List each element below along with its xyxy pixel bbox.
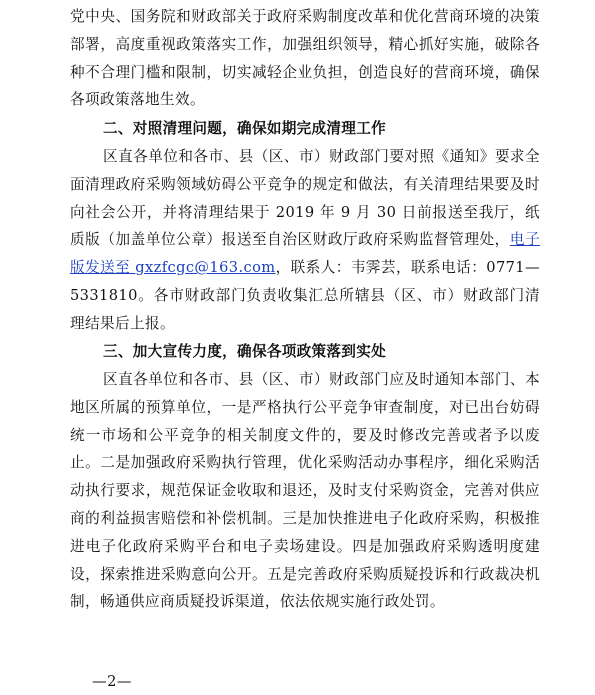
section-heading-3: 三、加大宣传力度，确保各项政策落到实处	[103, 343, 386, 360]
paragraph-text-before-link: 区直各单位和各市、县（区、市）财政部门要对照《通知》要求全面清理政府采购领域妨碍公平竞争的规定和做法，有关清理结果要及时向社会公开，并将清理结果于 2019 年 9 月 30 日前报送至我厅，纸质版（加盖单位公章）报送至自治区财政厅政府采购监督管理处，	[70, 148, 540, 249]
email-link[interactable]: 电子版发送至 gxzfcgc@163.com	[70, 231, 540, 277]
page-number: —2—	[92, 673, 132, 690]
paragraph-text-after-link: ，联系人：韦霁芸，联系电话：0771—5331810。各市财政部门负责收集汇总所辖县（区、市）财政部门清理结果后上报。	[70, 259, 540, 332]
paragraph-continued: 党中央、国务院和财政部关于政府采购制度改革和优化营商环境的决策部署，高度重视政策落实工作，加强组织领导，精心抓好实施，破除各种不合理门槛和限制，切实减轻企业负担，创造良好的营商环境，确保各项政策落地生效。	[70, 8, 540, 109]
paragraph-section-3: 区直各单位和各市、县（区、市）财政部门应及时通知本部门、本地区所属的预算单位，一是严格执行公平竞争审查制度，对已出台妨碍统一市场和公平竞争的相关制度文件的，要及时修改完善或者予以废止。二是加强政府采购执行管理，优化采购活动办事程序，细化采购活动执行要求，规范保证金收取和退还，及时支付采购资金，完善对供应商的利益损害赔偿和补偿机制。三是加快推进电子化政府采购，积极推进电子化政府采购平台和电子卖场建设。四是加强政府采购透明度建设，探索推进采购意向公开。五是完善政府采购质疑投诉和行政裁决机制，畅通供应商质疑投诉渠道，依法依规实施行政处罚。	[70, 371, 540, 611]
section-heading-2: 二、对照清理问题，确保如期完成清理工作	[103, 120, 386, 137]
paragraph-section-2	[70, 143, 540, 338]
